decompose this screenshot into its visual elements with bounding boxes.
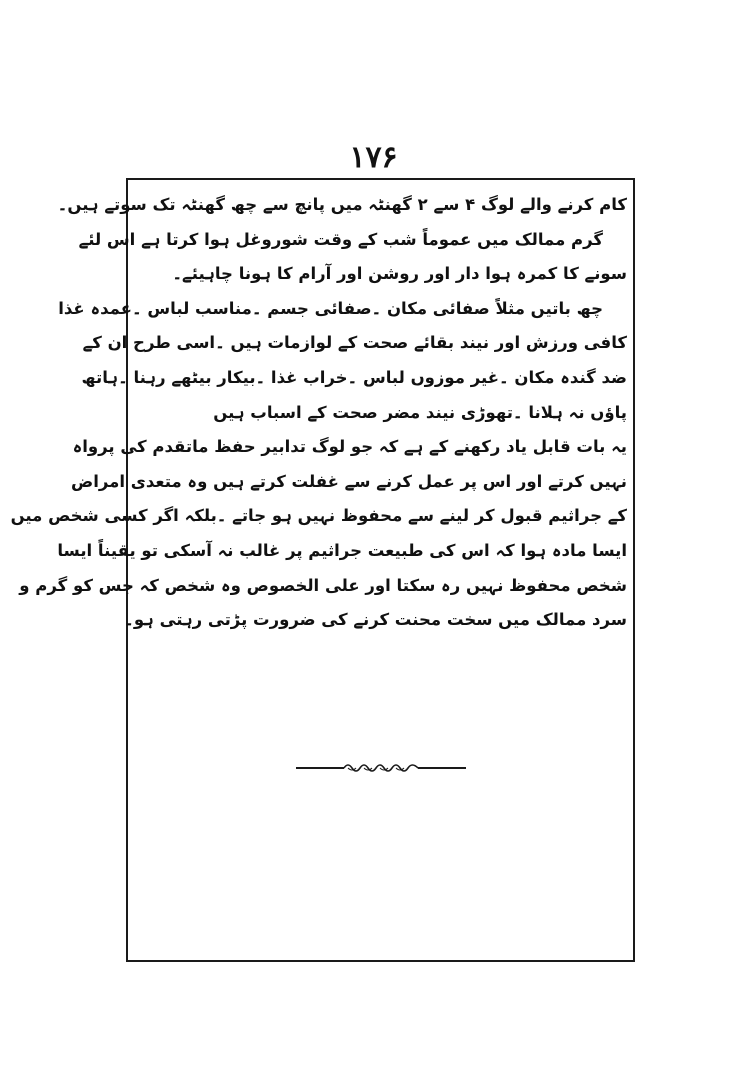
page-frame <box>10 178 635 962</box>
text-line: ایسا مادہ ہوا کہ اس کی طبیعت جراثیم پر غالب نہ آسکی تو یقیناً ایسا <box>57 540 627 560</box>
text-line: ضد گندہ مکان ۔غیر موزوں لباس ۔خراب غذا ۔بیکار بیٹھے رہنا ۔ہاتھ <box>81 367 627 387</box>
text-line: یہ بات قابل یاد رکھنے کے ہے کہ جو لوگ تدابیر حفظ ماتقدم کی پرواہ <box>72 437 627 457</box>
text-line: کام کرنے والے لوگ ۴ سے ۲ گھنٹہ میں پانچ سے چھ گھنٹہ تک سوتے ہیں۔ <box>57 195 627 214</box>
text-line: گرم ممالک میں عموماً شب کے وقت شوروغل ہوا کرتا ہے اس لئے <box>78 229 603 249</box>
page-number: ۱۷۶ <box>349 140 398 175</box>
text-line: کافی ورزش اور نیند بقائے صحت کے لوازمات ہیں ۔اسی طرح ان کے <box>82 333 627 353</box>
text-line: سرد ممالک میں سخت محنت کرنے کی ضرورت پڑتی رہتی ہو۔ <box>124 610 627 630</box>
ornamental-divider <box>128 760 633 776</box>
text-line: سونے کا کمرہ ہوا دار اور روشن اور آرام کا ہونا چاہیئے۔ <box>172 264 627 284</box>
text-line: شخص محفوظ نہیں رہ سکتا اور علی الخصوص وہ شخص کہ جس کو گرم و <box>19 575 627 595</box>
ornament-icon <box>296 760 466 776</box>
text-line: نہیں کرتے اور اس پر عمل کرنے سے غفلت کرتے ہیں وہ متعدی امراض <box>71 471 627 491</box>
text-line: پاؤں نہ ہلانا ۔تھوڑی نیند مضر صحت کے اسباب ہیں <box>213 402 627 422</box>
body-text <box>10 188 627 638</box>
text-line: چھ باتیں مثلاً صفائی مکان ۔صفائی جسم ۔مناسب لباس ۔عمدہ غذا <box>58 298 603 318</box>
text-line: کے جراثیم قبول کر لینے سے محفوظ نہیں ہو جاتے ۔بلکہ اگر کسی شخص میں <box>10 506 627 526</box>
